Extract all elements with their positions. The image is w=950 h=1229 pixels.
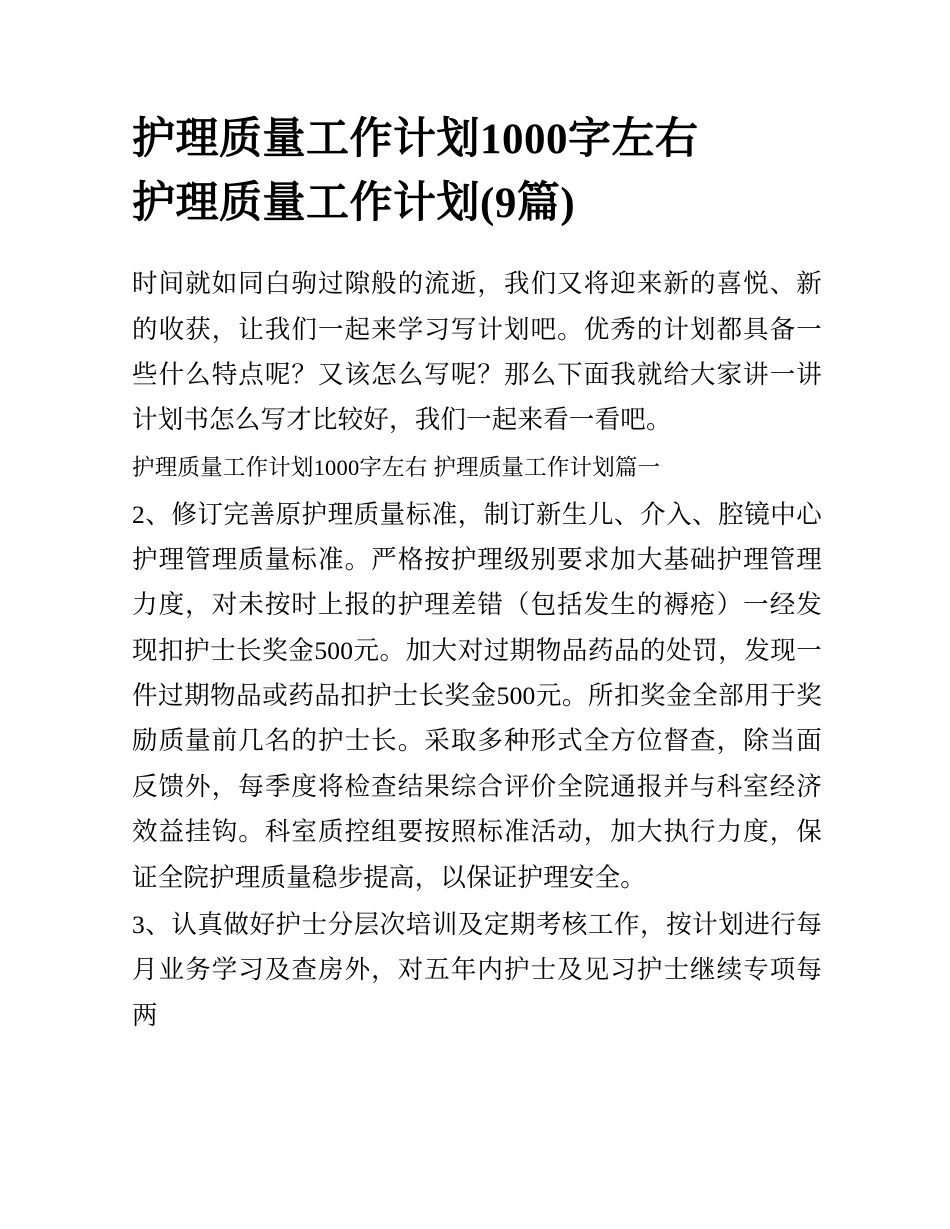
page-title — [132, 108, 822, 235]
paragraph-intro: 时间就如同白驹过隙般的流逝，我们又将迎来新的喜悦、新的收获，让我们一起来学习写计划吧。优秀的计划都具备一些什么特点呢？又该怎么写呢？那么下面我就给大家讲一讲计划书怎么写才比较好，我们一起来看一看吧。 — [132, 269, 822, 435]
paragraph-item-2: 2、修订完善原护理质量标准，制订新生儿、介入、腔镜中心护理管理质量标准。严格按护理级别要求加大基础护理管理力度，对未按时上报的护理差错（包括发生的褥疮）一经发现扣护士长奖金500元。加大对过期物品药品的处罚，发现一件过期物品或药品扣护士长奖金500元。所扣奖金全部用于奖励质量前几名的护士长。采取多种形式全方位督查，除当面反馈外，每季度将检查结果综合评价全院通报并与科室经济效益挂钩。科室质控组要按照标准活动，加大执行力度，保证全院护理质量稳步提高，以保证护理安全。 — [132, 499, 822, 892]
section-heading: 护理质量工作计划1000字左右 护理质量工作计划篇一 — [132, 454, 661, 480]
paragraph-item-3: 3、认真做好护士分层次培训及定期考核工作，按计划进行每月业务学习及查房外，对五年内护士及见习护士继续专项每两 — [132, 909, 822, 1030]
page-title-line-2: 护理质量工作计划(9篇) — [132, 179, 576, 227]
page-title-line-1: 护理质量工作计划1000字左右 — [132, 116, 699, 163]
